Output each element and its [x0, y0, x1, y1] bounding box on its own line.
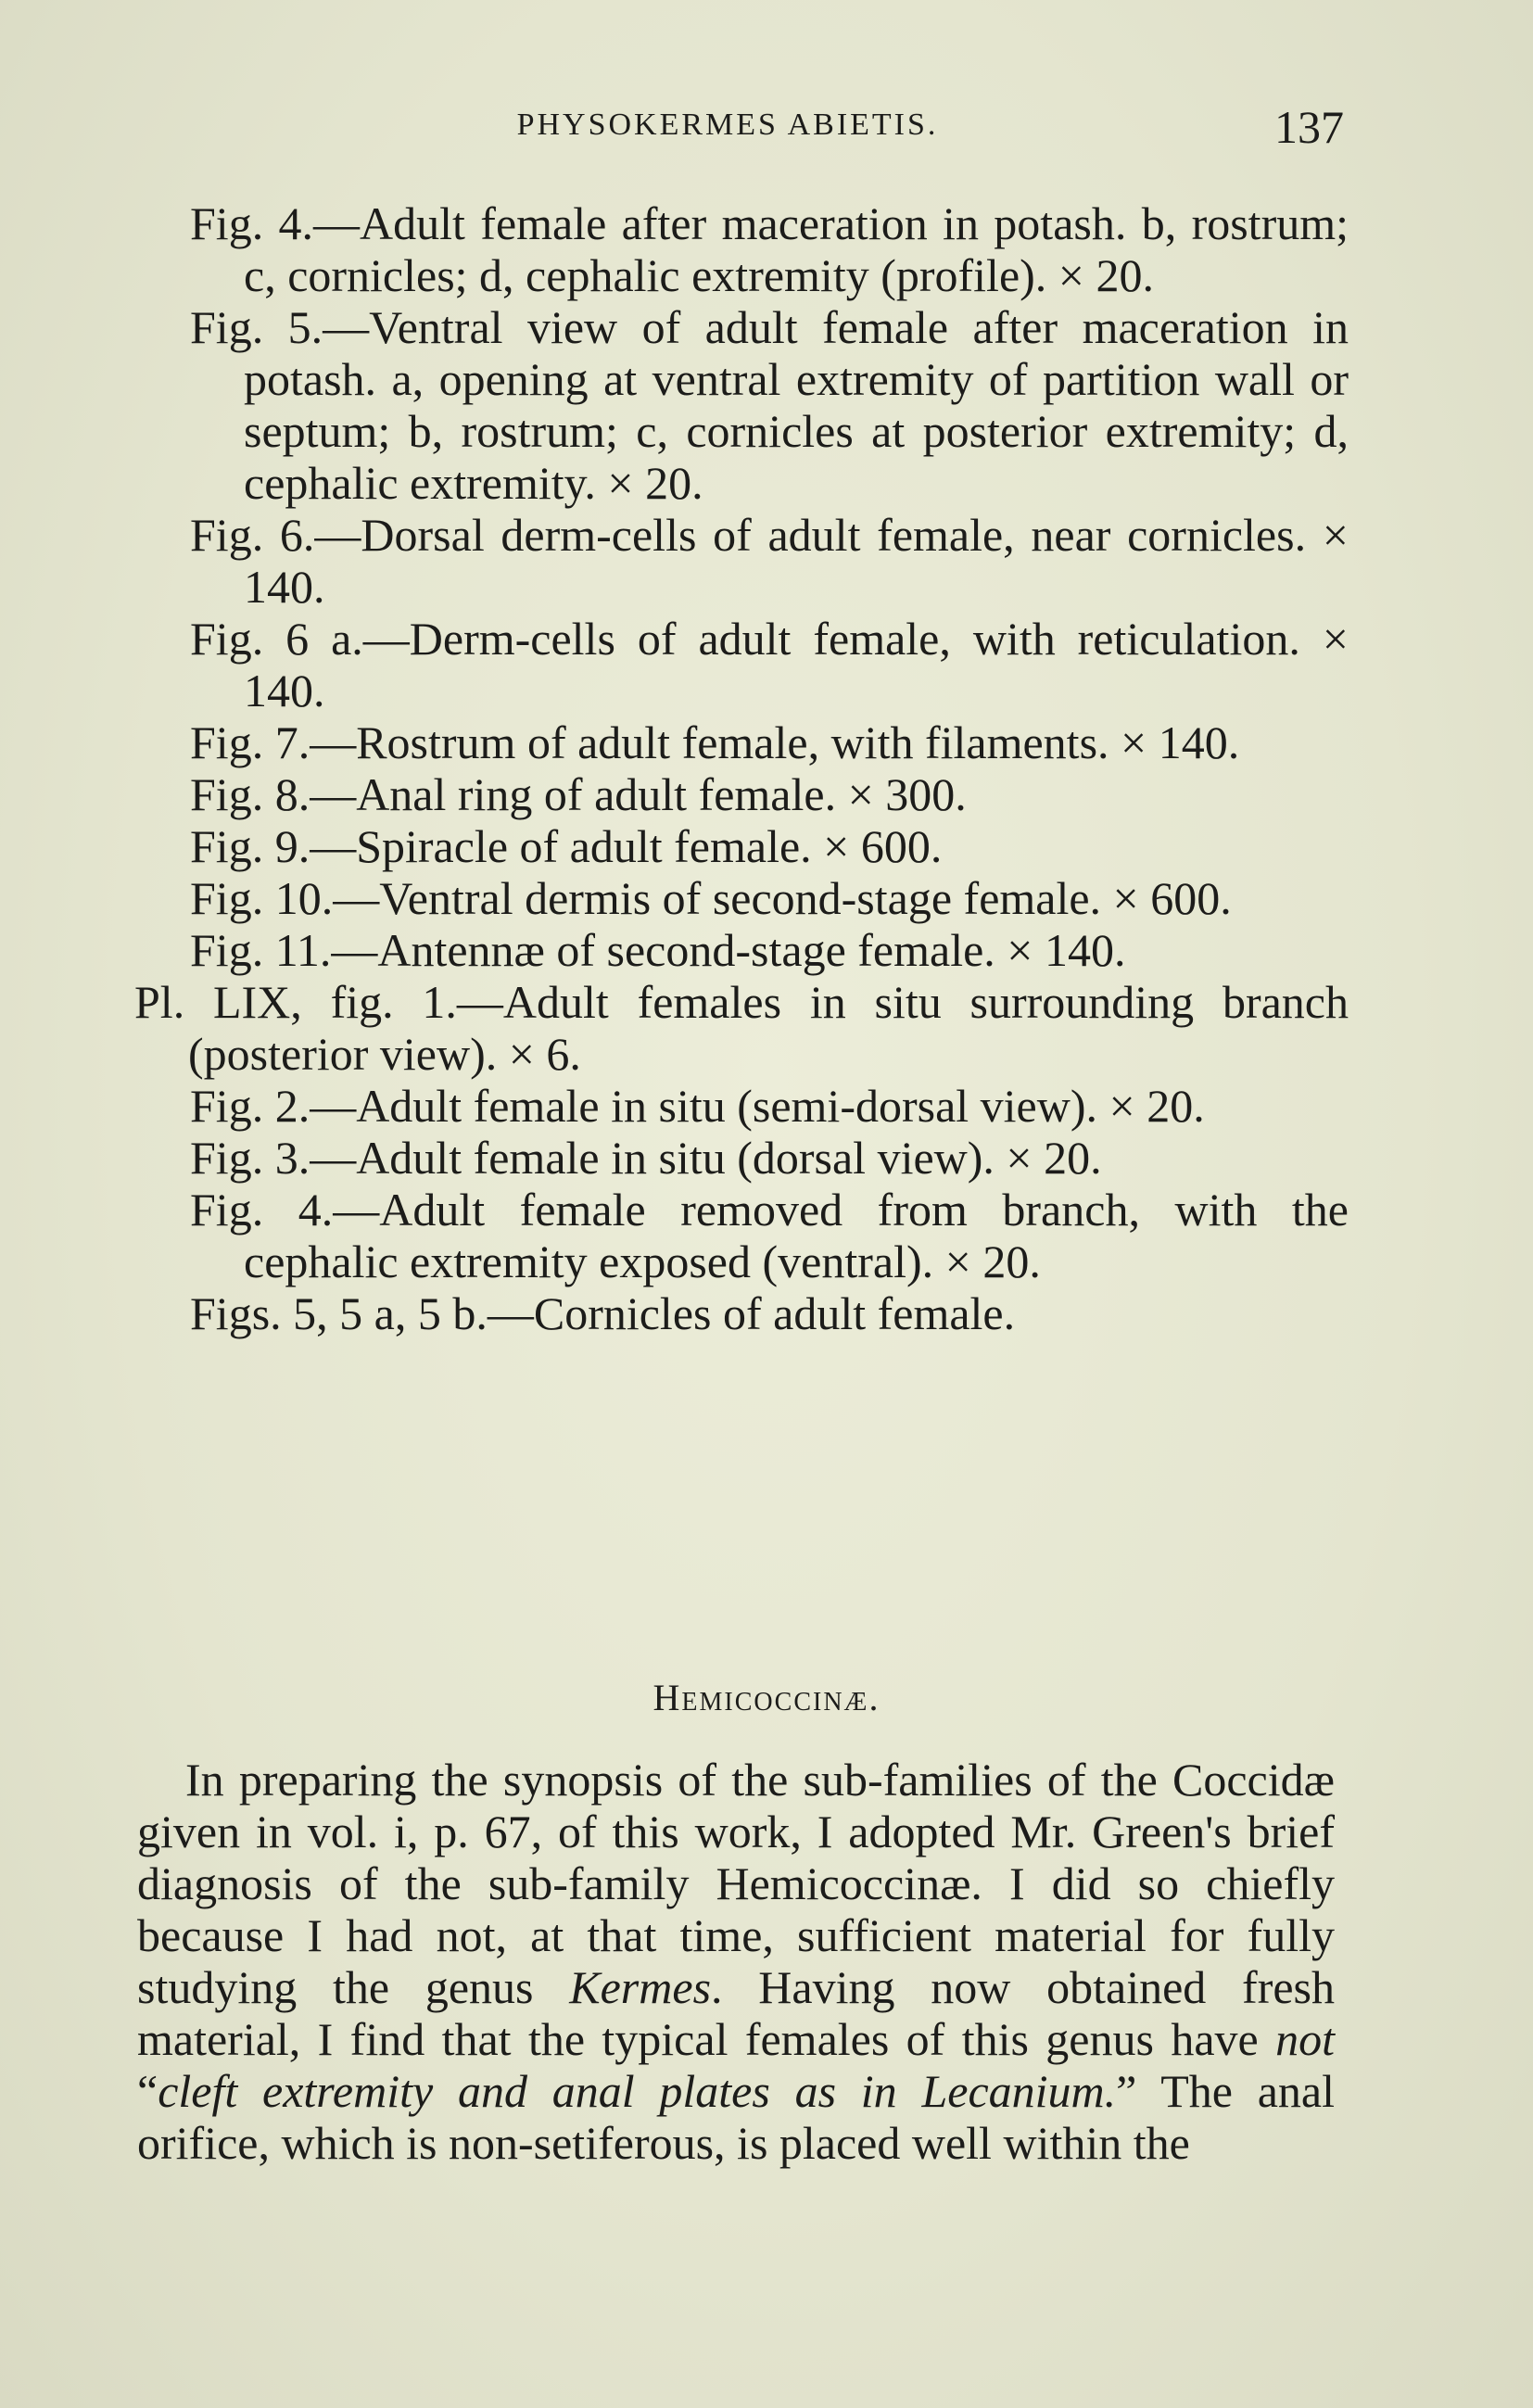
figure-caption: Fig. 2.—Adult female in situ (semi-dorsal view). × 20. — [190, 1080, 1205, 1132]
genus-name: Kermes — [569, 1961, 712, 2013]
figure-caption: Fig. 5.—Ventral view of adult female after maceration in potash. a, opening at ventral extremity of partition wall or septum; b, rostrum; c, cornicles at posterior extremity; d, cephalic extremity. × 20. — [190, 301, 1349, 509]
running-title: PHYSOKERMES ABIETIS. — [516, 108, 939, 142]
figure-caption: Fig. 6 a.—Derm-cells of adult female, with reticulation. × 140. — [190, 613, 1349, 716]
plate-caption: Pl. LIX, fig. 1.—Adult females in situ surrounding branch (posterior view). × 6. — [134, 976, 1349, 1080]
emphasis-not: not — [1275, 2013, 1335, 2065]
figure-caption: Fig. 4.—Adult female after maceration in potash. b, rostrum; c, cornicles; d, cephalic extremity (profile). × 20. — [190, 197, 1349, 301]
body-paragraph — [137, 1754, 1335, 2169]
figure-caption: Fig. 6.—Dorsal derm-cells of adult female, near cornicles. × 140. — [190, 509, 1349, 613]
figure-caption: Fig. 7.—Rostrum of adult female, with filaments. × 140. — [190, 716, 1240, 768]
paragraph-text: . Having now obtained fresh material, I find that the typical females of this genus have — [137, 1961, 1335, 2065]
figure-caption: Fig. 3.—Adult female in situ (dorsal view). × 20. — [190, 1132, 1102, 1184]
figure-caption: Fig. 10.—Ventral dermis of second-stage female. × 600. — [190, 872, 1232, 924]
paragraph-text: “ — [137, 2065, 158, 2117]
section-heading: Hemicoccinæ. — [652, 1677, 881, 1718]
figure-caption-list — [134, 197, 1349, 1339]
paragraph-text: In preparing the synopsis of the sub-families of the Coccidæ given in vol. i, p. 67, of this work, I adopted Mr. Green's brief diagnosis of the sub-family Hemicoccinæ. I did so chiefly because I had not, at that time, sufficient material for fully studying the genus — [137, 1754, 1335, 2013]
figure-caption: Fig. 9.—Spiracle of adult female. × 600. — [190, 820, 943, 872]
paragraph-text: ” The anal orifice, which is non-setiferous, is placed well within the — [137, 2065, 1335, 2169]
running-head — [111, 100, 1344, 156]
page-number: 137 — [1274, 101, 1344, 153]
figure-caption: Fig. 11.—Antennæ of second-stage female. × 140. — [190, 924, 1126, 976]
figure-caption: Fig. 8.—Anal ring of adult female. × 300. — [190, 768, 967, 820]
figure-caption: Figs. 5, 5 a, 5 b.—Cornicles of adult female. — [190, 1287, 1016, 1339]
quoted-diagnosis: cleft extremity and anal plates as in Lecanium. — [158, 2065, 1117, 2117]
figure-caption: Fig. 4.—Adult female removed from branch, with the cephalic extremity exposed (ventral). × 20. — [190, 1184, 1349, 1287]
